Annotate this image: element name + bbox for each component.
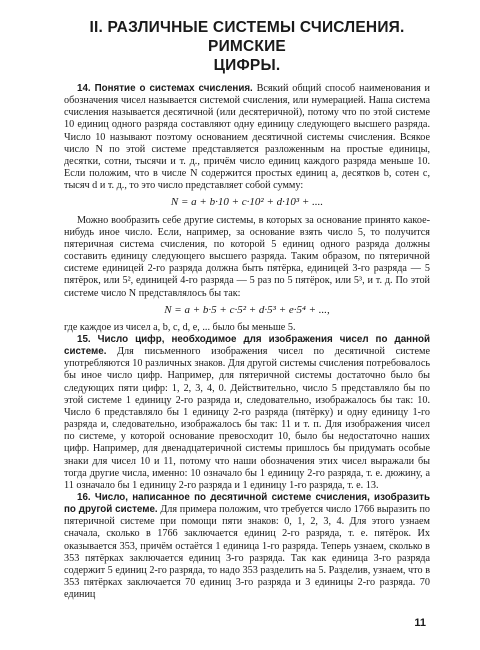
section-15-text: Для письменного изображения чисел по десятичной системе употребляются 10 различных знаков. Для другой системы счисления потребовалось бы иное число цифр. Например, для пятеричной системы достаточно было бы следующих пяти цифр: 1, 2, 3, 4, 0. Действительно, число 5 представляло бы по этой системе 1 единицу 2-го разряда и, следовательно, изображалось бы так: 10. Число 6 представляло бы 1 единицу 2-го разряда (пятёрку) и одну единицу 1-го разряда и, следовательно, изображалось бы так: 11 и т. п. Для изображения чисел по системе, у которой основание превосходит 10, было бы недостаточно наших цифр. Например, для двенадцатеричной системы пришлось бы придумать особые знаки для чисел 10 и 11, потому что наши обозначения этих чисел выражали бы тогда другие числа, именно: 10 означало бы 1 единицу 2-го разряда, т. е. дюжину, а 11 означало бы 1 единицу 2-го разряда и 1 единицу 1-го разряда, т. е. 13. [64,346,431,491]
section-14-text: Всякий общий способ наименования и обозначения чисел называется системой счисления, или нумерацией. Наша система счисления называется десятичной (или десятеричной), потому что по этой системе 10 единиц одного разряда составляют одну единицу следующего высшего разряда. Число 10 называют поэтому основанием десятичной системы счисления. Всякое число N по этой системе представляется разложенным на простые единицы, десятки, сотни, тысячи и т. д., причём число единиц каждого разряда меньше 10. Если положим, что в числе N содержится простых единиц a, десятков b, сотен c, тысяч d и т. д., то это число представляет собой сумму: [64,83,431,192]
section-14-heading: 14. Понятие о системах счисления. [77,83,253,94]
page-body [64,83,430,601]
section-14-paragraph-2: Можно вообразить себе другие системы, в которых за основание принято какое-нибудь иное число. Если, например, за основание взять число 5, то получится пятеричная система счисления, по которой 5 единиц одного разряда должны составить единицу следующего высшего разряда. Таким образом, по пятеричной системе единицей 2-го разряда должна быть пятёрка, единицей 3-го разряда — 5 пятёрок, или 5², единицей 4-го разряда — 5 раз по 5 пятёрок, или 5³, и т. д. По этой системе число N представлялось бы так: [64,214,430,299]
section-15-heading: 15. Число цифр, необходимое для изображения чисел по данной системе. [64,333,430,358]
chapter-title [64,18,430,75]
section-16-text: Для примера положим, что требуется число 1766 выразить по пятеричной системе при помощи пяти знаков: 0, 1, 2, 3, 4. Для этого узнаем сначала, сколько в 1766 заключается единиц 2-го разряда, т. е. пятёрок. Их оказывается 353, причём остаётся 1 единица 1-го разряда. Теперь узнаем, сколько в 353 пятёрках заключается единиц 3-го разряда. Так как единица 3-го разряда содержит 5 единиц 2-го разряда, то надо 353 разделить на 5. Разделив, узнаем, что в 353 пятёрках заключается 70 единиц 3-го разряда и 3 единицы 2-го разряда. 70 единиц [64,504,431,601]
chapter-title-line2: ЦИФРЫ. [213,57,281,74]
chapter-title-line1: II. РАЗЛИЧНЫЕ СИСТЕМЫ СЧИСЛЕНИЯ. РИМСКИЕ [89,19,405,55]
section-15-paragraph [64,334,430,492]
page-number: 11 [414,617,426,629]
decimal-formula: N = a + b·10 + c·10² + d·10³ + .... [170,196,324,209]
quinary-formula: N = a + b·5 + c·5² + d·5³ + e·5⁴ + ..., [164,303,330,316]
section-14-paragraph [64,83,430,192]
section-16-heading: 16. Число, написанное по десятичной системе счисления, изобразить по другой системе. [64,492,430,516]
section-14-paragraph-3: где каждое из чисел a, b, c, d, e, ... было бы меньше 5. [64,321,296,333]
section-16-paragraph [64,492,430,601]
